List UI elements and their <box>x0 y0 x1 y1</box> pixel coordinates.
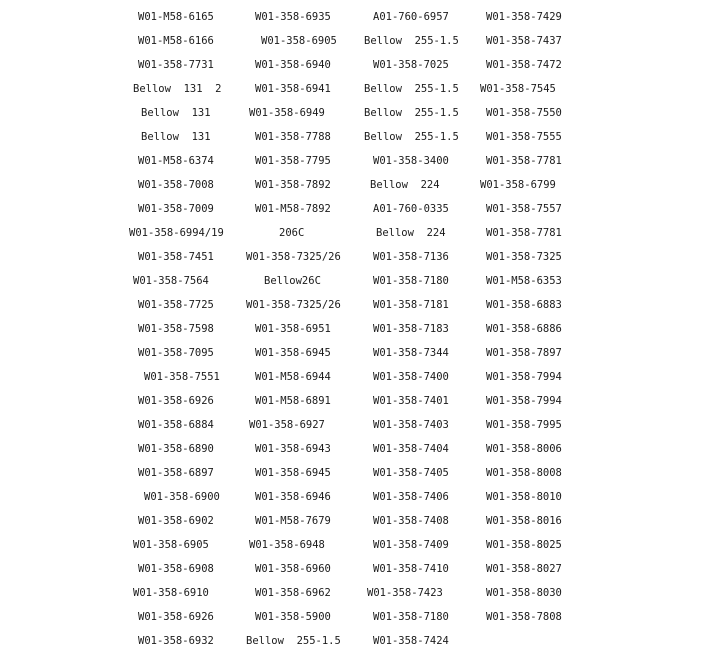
part-number-cell: W01-358-6927 <box>249 419 325 431</box>
part-number-cell: W01-358-7325/26 <box>246 299 341 311</box>
part-number-cell: W01-358-7795 <box>255 155 331 167</box>
part-number-cell: W01-358-6940 <box>255 59 331 71</box>
part-number-cell: W01-358-6951 <box>255 323 331 335</box>
part-number-cell: W01-358-6890 <box>138 443 214 455</box>
part-number-cell: W01-358-7994 <box>486 371 562 383</box>
part-number-cell: W01-358-6886 <box>486 323 562 335</box>
part-number-cell: W01-358-6949 <box>249 107 325 119</box>
part-number-cell: W01-358-7437 <box>486 35 562 47</box>
part-number-cell: W01-358-7405 <box>373 467 449 479</box>
part-number-cell: W01-358-7408 <box>373 515 449 527</box>
part-number-cell: W01-358-7725 <box>138 299 214 311</box>
part-number-cell: W01-358-7403 <box>373 419 449 431</box>
part-number-cell: W01-358-3400 <box>373 155 449 167</box>
part-number-cell: Bellow 131 <box>141 131 211 143</box>
part-number-cell: A01-760-6957 <box>373 11 449 23</box>
part-number-cell: W01-358-7550 <box>486 107 562 119</box>
part-number-cell: 206C <box>279 227 305 239</box>
part-number-cell: W01-358-7325 <box>486 251 562 263</box>
part-number-cell: W01-358-7180 <box>373 275 449 287</box>
part-number-cell: W01-358-6884 <box>138 419 214 431</box>
part-number-cell: W01-358-7555 <box>486 131 562 143</box>
part-number-cell: W01-358-6883 <box>486 299 562 311</box>
part-number-cell: W01-358-7404 <box>373 443 449 455</box>
part-number-cell: W01-358-7424 <box>373 635 449 647</box>
part-number-cell: W01-358-8010 <box>486 491 562 503</box>
part-number-cell: W01-358-6932 <box>138 635 214 647</box>
part-number-cell: W01-358-7400 <box>373 371 449 383</box>
part-number-cell: W01-M58-6374 <box>138 155 214 167</box>
part-number-cell: W01-358-7409 <box>373 539 449 551</box>
part-number-cell: W01-358-8027 <box>486 563 562 575</box>
part-number-cell: W01-358-6946 <box>255 491 331 503</box>
part-number-cell: Bellow 255-1.5 <box>364 35 459 47</box>
part-number-cell: W01-358-7557 <box>486 203 562 215</box>
part-number-cell: W01-M58-7892 <box>255 203 331 215</box>
part-number-cell: W01-358-6962 <box>255 587 331 599</box>
part-number-cell: W01-M58-6165 <box>138 11 214 23</box>
part-number-cell: W01-M58-6353 <box>486 275 562 287</box>
part-number-cell: W01-358-7897 <box>486 347 562 359</box>
part-number-cell: W01-358-7401 <box>373 395 449 407</box>
part-number-cell: W01-358-5900 <box>255 611 331 623</box>
part-number-cell: W01-358-6910 <box>133 587 209 599</box>
part-number-cell: W01-358-7429 <box>486 11 562 23</box>
part-number-cell: Bellow 255-1.5 <box>364 83 459 95</box>
part-number-cell: W01-358-7423 <box>367 587 443 599</box>
part-number-cell: W01-358-6905 <box>261 35 337 47</box>
part-number-cell: Bellow 255-1.5 <box>364 131 459 143</box>
part-number-cell: W01-358-7410 <box>373 563 449 575</box>
part-number-cell: W01-358-7183 <box>373 323 449 335</box>
part-number-cell: Bellow 224 <box>370 179 440 191</box>
part-number-cell: W01-358-7995 <box>486 419 562 431</box>
part-number-cell: W01-358-6935 <box>255 11 331 23</box>
part-number-cell: W01-358-7551 <box>144 371 220 383</box>
part-number-cell: W01-358-7009 <box>138 203 214 215</box>
part-number-cell: W01-358-6943 <box>255 443 331 455</box>
part-number-cell: W01-358-7181 <box>373 299 449 311</box>
part-number-cell: W01-358-8025 <box>486 539 562 551</box>
part-number-cell: Bellow 255-1.5 <box>364 107 459 119</box>
part-number-cell: W01-358-7788 <box>255 131 331 143</box>
part-number-cell: W01-358-8008 <box>486 467 562 479</box>
part-number-cell: W01-358-6960 <box>255 563 331 575</box>
part-number-cell: W01-358-8006 <box>486 443 562 455</box>
part-number-cell: W01-358-6941 <box>255 83 331 95</box>
part-number-cell: W01-358-7731 <box>138 59 214 71</box>
part-number-cell: W01-358-6994/19 <box>129 227 224 239</box>
part-number-cell: W01-358-7781 <box>486 155 562 167</box>
part-number-cell: W01-358-7598 <box>138 323 214 335</box>
part-number-cell: Bellow 131 2 <box>133 83 222 95</box>
part-number-cell: W01-358-6945 <box>255 347 331 359</box>
part-number-cell: W01-358-6902 <box>138 515 214 527</box>
part-number-cell: W01-358-6897 <box>138 467 214 479</box>
part-number-cell: W01-358-7472 <box>486 59 562 71</box>
part-number-cell: W01-358-7564 <box>133 275 209 287</box>
part-number-cell: W01-358-7095 <box>138 347 214 359</box>
part-number-cell: W01-358-6908 <box>138 563 214 575</box>
part-number-cell: W01-358-8030 <box>486 587 562 599</box>
part-number-cell: W01-358-7451 <box>138 251 214 263</box>
part-number-cell: Bellow 224 <box>376 227 446 239</box>
part-number-cell: W01-358-6799 <box>480 179 556 191</box>
part-number-cell: W01-358-7781 <box>486 227 562 239</box>
part-number-cell: Bellow26C <box>264 275 321 287</box>
part-number-cell: W01-M58-6891 <box>255 395 331 407</box>
part-number-cell: W01-M58-7679 <box>255 515 331 527</box>
part-number-cell: Bellow 255-1.5 <box>246 635 341 647</box>
part-number-cell: W01-M58-6166 <box>138 35 214 47</box>
part-number-cell: W01-358-6948 <box>249 539 325 551</box>
part-number-cell: W01-358-6945 <box>255 467 331 479</box>
part-number-cell: W01-M58-6944 <box>255 371 331 383</box>
part-number-cell: W01-358-7136 <box>373 251 449 263</box>
part-number-cell: W01-358-6905 <box>133 539 209 551</box>
part-number-cell: W01-358-7325/26 <box>246 251 341 263</box>
part-number-cell: W01-358-7406 <box>373 491 449 503</box>
part-number-cell: W01-358-7025 <box>373 59 449 71</box>
part-number-cell: Bellow 131 <box>141 107 211 119</box>
part-number-cell: W01-358-6926 <box>138 395 214 407</box>
part-number-cell: W01-358-6900 <box>144 491 220 503</box>
part-number-cell: A01-760-0335 <box>373 203 449 215</box>
part-number-cell: W01-358-7545 <box>480 83 556 95</box>
part-number-cell: W01-358-7180 <box>373 611 449 623</box>
part-number-cell: W01-358-7808 <box>486 611 562 623</box>
part-number-cell: W01-358-7892 <box>255 179 331 191</box>
part-number-cell: W01-358-7008 <box>138 179 214 191</box>
part-number-cell: W01-358-6926 <box>138 611 214 623</box>
part-number-cell: W01-358-7994 <box>486 395 562 407</box>
part-number-cell: W01-358-8016 <box>486 515 562 527</box>
part-number-cell: W01-358-7344 <box>373 347 449 359</box>
